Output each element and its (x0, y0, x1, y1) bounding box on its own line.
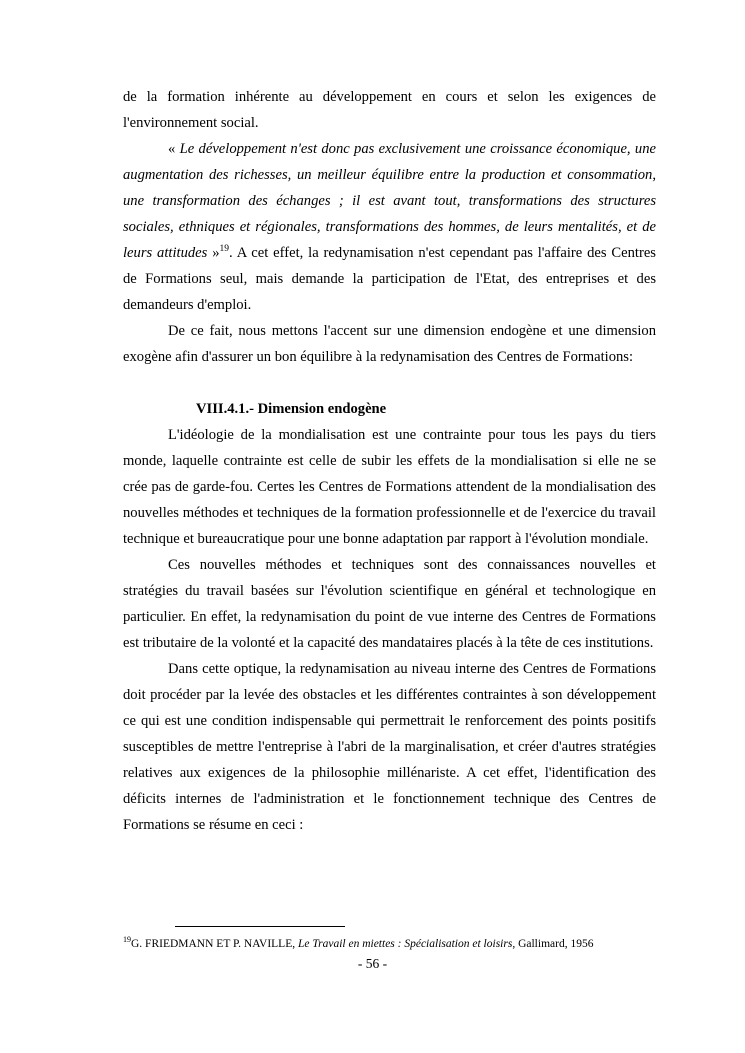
footnote (123, 937, 656, 951)
footnote-area (123, 926, 656, 951)
page-body-text (123, 84, 656, 838)
footnote-reference-mark: 19 (219, 244, 229, 255)
quote-paragraph (123, 136, 656, 318)
paragraph-continuation: de la formation inhérente au développement en cours et selon les exigences de l'environnement social. (123, 89, 656, 131)
quote-text: Le développement n'est donc pas exclusivement une croissance économique, une augmentation des richesses, un meilleur équilibre entre la production et consommation, une transformation des échanges ; il est avant tout, transformations des structures sociales, ethniques et régionales, transformations des hommes, de leurs mentalités, et de leurs attitudes (123, 141, 656, 261)
paragraph-optique: Dans cette optique, la redynamisation au niveau interne des Centres de Formations doit procéder par la levée des obstacles et les différentes contraintes à son développement ce qui est une condition indispensable qui permettrait le renforcement des points positifs susceptibles de mettre l'entreprise à l'abri de la marginalisation, et créer d'autres stratégies relatives aux exigences de la philosophie millénariste. A cet effet, l'identification des déficits internes de l'administration et le fonctionnement technique des Centres de Formations se résume en ceci : (123, 661, 656, 833)
paragraph-methodes: Ces nouvelles méthodes et techniques sont des connaissances nouvelles et stratégies du travail basées sur l'évolution scientifique en général et technologique en particulier. En effet, la redynamisation du point de vue interne des Centres de Formations est tributaire de la volonté et la capacité des mandataires placés à la tête de ces institutions. (123, 557, 656, 651)
quote-following-text: . A cet effet, la redynamisation n'est cependant pas l'affaire des Centres de Formations seul, mais demande la participation de l'Etat, des entreprises et des demandeurs d'emploi. (123, 245, 656, 313)
footnote-work-title: Le Travail en miettes : Spécialisation et loisirs (297, 938, 513, 950)
quote-close-guillemet: » (207, 245, 220, 261)
footnote-number: 19 (123, 935, 131, 945)
page-number: - 56 - (357, 956, 388, 971)
section-heading: VIII.4.1.- Dimension endogène (196, 401, 387, 417)
paragraph-ideologie: L'idéologie de la mondialisation est une contrainte pour tous les pays du tiers monde, laquelle contrainte est celle de subir les effets de la mondialisation si elle ne se crée pas de garde-fou. Certes les Centres de Formations attendent de la mondialisation des nouvelles méthodes et techniques de la formation professionnelle et de l'exercice du travail technique et bureaucratique pour une bonne adaptation par rapport à l'évolution mondiale. (123, 427, 656, 547)
quote-open-guillemet: « (168, 141, 180, 157)
footnote-separator-line (175, 926, 345, 927)
paragraph-transition: De ce fait, nous mettons l'accent sur une dimension endogène et une dimension exogène afin d'assurer un bon équilibre à la redynamisation des Centres de Formations: (123, 323, 656, 365)
footnote-publisher-year: , Gallimard, 1956 (512, 938, 594, 950)
footnote-authors: G. FRIEDMANN ET P. NAVILLE, (131, 938, 298, 950)
